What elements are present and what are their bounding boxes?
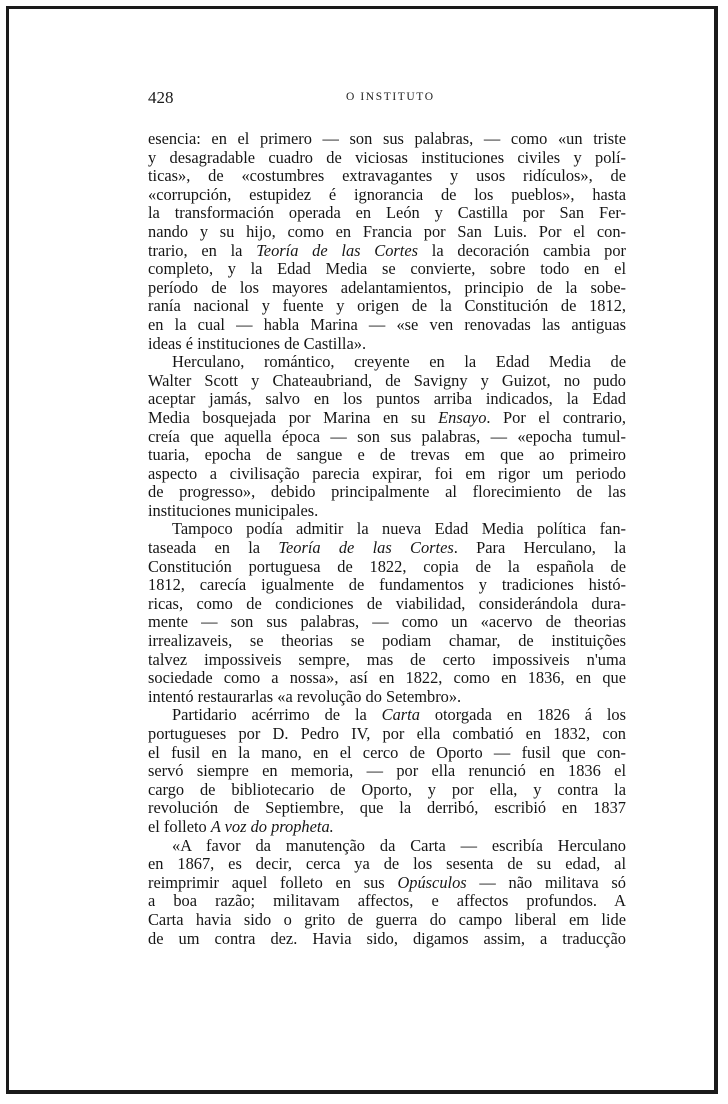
text-segment: . Por el contrario, [486, 407, 627, 427]
text-line: revolución de Septiembre, que la derribó, escribió en 1837 [148, 798, 626, 818]
text-segment: taseada en la [148, 538, 261, 558]
text-line: Walter Scott y Chateaubriand, de Savigny y Guizot, no pudo [148, 370, 626, 390]
text-segment: — não militava só [479, 872, 626, 892]
text-segment: la decoración cambia por [431, 240, 626, 260]
text-line: mente — son sus palabras, — como un «acervo de theorias [148, 612, 626, 632]
text-line: «corrupción, estupidez é ignorancia de los pueblos», hasta [148, 184, 626, 204]
text-line: instituciones municipales. [148, 500, 319, 520]
text-line: de um contra dez. Havia sido, digamos assim, a traducção [148, 928, 626, 948]
page-header [148, 88, 588, 112]
text-line: ticas», de «costumbres extravagantes y usos ridículos», de [148, 166, 626, 186]
text-line: creía que aquella época — son sus palabras, — «epocha tumul- [148, 426, 626, 446]
text-line: tuaria, epocha de sangue e de trevas em que ao primeiro [148, 445, 626, 465]
text-line: irrealizaveis, se theorias se podiam chamar, de instituições [148, 631, 626, 651]
text-line [148, 539, 626, 558]
text-line: ricas, como de condiciones de viabilidad, considerándola dura- [148, 593, 626, 613]
text-line: 1812, carecía igualmente de fundamentos y tradiciones histó- [148, 575, 626, 595]
text-line: cargo de bibliotecario de Oporto, y por ella, y contra la [148, 779, 626, 799]
italic-title: A voz do propheta. [210, 816, 334, 836]
text-line [148, 706, 626, 725]
italic-title: Teoría de las Cortes [278, 538, 454, 558]
text-segment: otorgada en 1826 á los [434, 705, 626, 725]
text-line: «A favor da manutenção da Carta — escribía Herculano [172, 835, 626, 855]
text-line: la transformación operada en León y Castilla por San Fer- [148, 203, 626, 223]
text-line: Tampoco podía admitir la nueva Edad Media política fan- [172, 519, 626, 539]
italic-title: Teoría de las Cortes [256, 240, 419, 260]
text-line [148, 242, 626, 261]
text-line: Herculano, romántico, creyente en la Edad Media de [172, 352, 626, 372]
italic-title: Ensayo [438, 407, 487, 427]
text-line [148, 818, 626, 837]
italic-title: Opúsculos [397, 872, 467, 892]
text-segment: . Para Herculano, la [453, 538, 626, 558]
text-line: Constitución portuguesa de 1822, copia de la española de [148, 556, 626, 576]
text-line: talvez impossiveis sempre, mas de certo impossiveis n'uma [148, 649, 626, 669]
italic-title: Carta [381, 705, 420, 725]
text-segment: reimprimir aquel folleto en sus [148, 872, 385, 892]
text-line: período de los mayores adelantamientos, principio de la sobe- [148, 277, 626, 297]
text-line: ranía nacional y fuente y origen de la Constitución de 1812, [148, 296, 626, 316]
text-line: esencia: en el primero — son sus palabras, — como «un triste [148, 129, 626, 148]
text-line: portugueses por D. Pedro IV, por ella combatió en 1832, con [148, 724, 626, 743]
text-line: aspecto a civilisação parecia expirar, foi em rigor um periodo [148, 463, 626, 483]
running-title: O INSTITUTO [346, 91, 435, 103]
text-line: aceptar jamás, salvo en los puntos arriba indicados, la Edad [148, 389, 626, 409]
text-segment: Media bosquejada por Marina en su [148, 407, 426, 427]
text-segment: trario, en la [148, 240, 243, 260]
text-line: ideas é instituciones de Castilla». [148, 333, 367, 353]
text-segment: Partidario acérrimo de la [172, 705, 367, 725]
text-line: nando y su hijo, como en Francia por San Luis. Por el con- [148, 221, 626, 241]
text-line: servó siempre en memoria, — por ella renunció en 1836 el [148, 761, 626, 781]
text-line: en 1867, es decir, cerca ya de los sesenta de su edad, al [148, 854, 626, 874]
text-line: en la cual — habla Marina — «se ven renovadas las antiguas [148, 314, 626, 334]
text-line: Carta havia sido o grito de guerra do campo liberal em lide [148, 909, 626, 929]
text-line: sociedade como a nossa», así en 1822, como en 1836, en que [148, 668, 626, 688]
body-text [148, 130, 626, 948]
text-segment: el folleto [148, 816, 207, 836]
text-line: y desagradable cuadro de viciosas instituciones civiles y polí- [148, 147, 626, 167]
text-line: el fusil en la mano, en el cerco de Oporto — fusil que con- [148, 742, 626, 762]
text-line [148, 874, 626, 893]
text-line: intentó restaurarlas «a revolução do Setembro». [148, 686, 462, 706]
text-line: a boa razão; militavam affectos, e affectos profundos. A [148, 891, 626, 911]
text-line [148, 409, 626, 428]
page-number: 428 [148, 88, 174, 107]
text-line: completo, y la Edad Media se convierte, sobre todo en el [148, 259, 626, 279]
text-line: de progresso», debido principalmente al florecimiento de las [148, 482, 626, 502]
